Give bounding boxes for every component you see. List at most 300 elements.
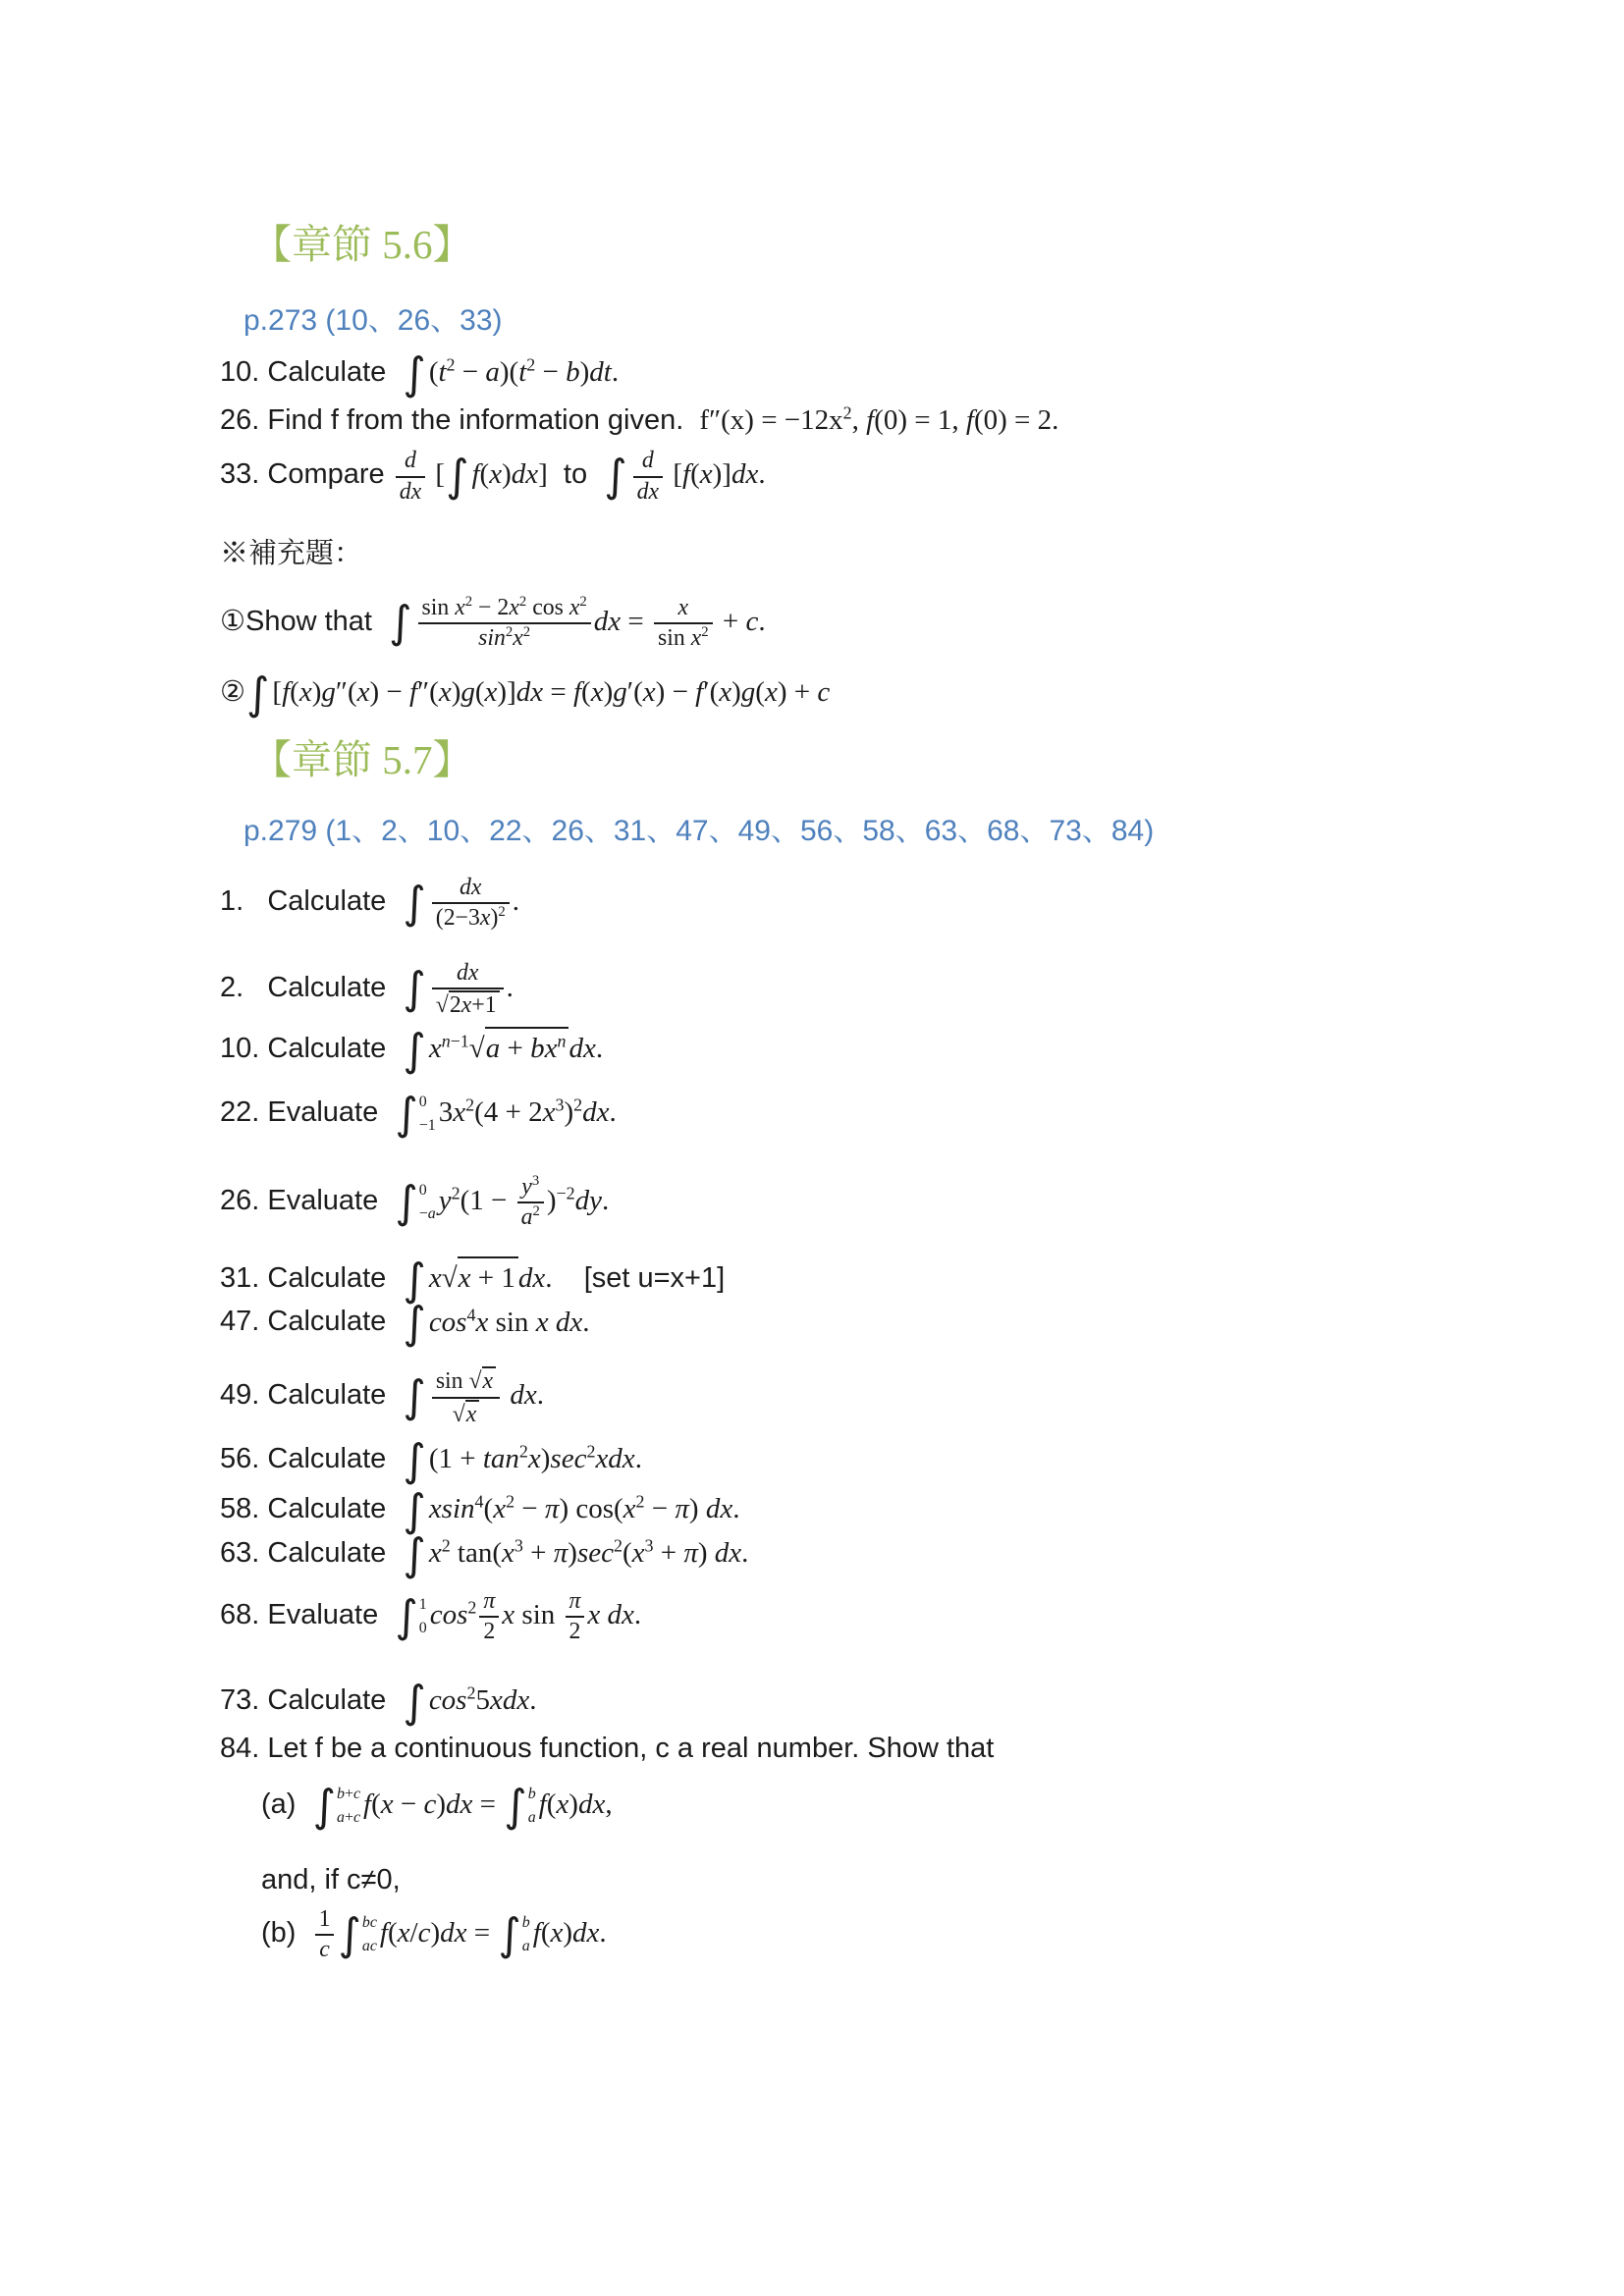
math-variable: c (417, 1916, 431, 1949)
problem-26b: 26. Evaluate ∫ 0 −a $y^2(1$ − $\frac{y^3}{a^2}$ )$^{-2}$dy. (220, 1173, 610, 1231)
math-expression: ∫ $\frac{dx}{(2-3x)^2}$ . (403, 874, 519, 932)
upper-limit (362, 1915, 377, 1931)
integral-limits (418, 1093, 436, 1137)
math-variable: dx (446, 1789, 473, 1821)
math-expression: ∫ $(1 + \tan^2x)\sec^2xdx$. (403, 1434, 642, 1487)
math-variable: x (453, 1096, 466, 1129)
math-expression: ∫ $(t^2 - a)(t^2 - b)dt$. (403, 347, 620, 400)
superscript: 2 (466, 1682, 476, 1703)
math-expression: ∫ $xsin^4(x^2 - \pi) \cos(x^2 - \pi)$ dx. (403, 1484, 740, 1537)
math-variable: n (441, 1031, 451, 1051)
integral-symbol: ∫ (446, 450, 469, 503)
math-variable: xsin (428, 1493, 475, 1525)
math-variable: cos (428, 1683, 467, 1716)
integral-symbol: ∫ (403, 962, 426, 1015)
square-root (436, 990, 500, 1019)
superscript: 2 (518, 1441, 528, 1462)
math-expression: ∫ $\frac{\sin x^2 - 2x^2 \cos x^2}{\sin^2x^2}$ dx = $\frac{x}{\sin x^2}$ + c. (389, 593, 766, 651)
math-variable: x (460, 991, 472, 1018)
integral-symbol: ∫ (395, 1088, 418, 1141)
superscript: 2 (522, 623, 531, 640)
math-variable: x (719, 676, 732, 709)
math-variable: f (471, 458, 480, 491)
math-variable: g (321, 676, 336, 709)
denominator (418, 624, 591, 652)
math-variable: x (590, 676, 604, 709)
integral-symbol: ∫ (403, 1484, 426, 1537)
math-variable: x (623, 1493, 636, 1525)
superscript: 2 (518, 593, 527, 610)
integral (403, 1253, 426, 1306)
lower-limit: a+c (336, 1809, 361, 1827)
math-variable: x (509, 594, 519, 620)
math-variable: y (521, 1173, 532, 1200)
numerator (479, 1588, 499, 1618)
numerator: 1 (315, 1906, 335, 1936)
math-expression: $\frac{1}{c}$ ∫ bc ac f(x/c)dx = ∫ b a f(x)dx. (312, 1917, 607, 1949)
math-expression: $f''(x) = -12x^2$, f(0) = 1, f(0) = 2. (699, 401, 1059, 436)
math-expression: ∫ $x^{n-1}$ √ $a + bx^n$ dx. (403, 1024, 604, 1077)
math-variable: f (282, 676, 291, 709)
page-ref-279: p.279 (1、2、10、22、26、31、47、49、56、58、63、68、73、84) (244, 815, 1155, 848)
math-variable: dx (636, 478, 660, 505)
numerator: sin √ x (432, 1366, 500, 1398)
integral-symbol: ∫ (395, 1175, 418, 1228)
numerator (517, 1174, 544, 1203)
math-variable: b (530, 1033, 545, 1065)
math-expression: ∫ x √ x + 1 dx. (403, 1253, 553, 1306)
math-variable: π (683, 1537, 698, 1570)
radical-symbol: √ (452, 1401, 465, 1427)
integral-symbol: ∫ (246, 667, 270, 721)
math-variable: x (380, 1789, 394, 1821)
math-variable: cos (429, 1598, 468, 1630)
math-variable: x (587, 1598, 601, 1630)
math-variable: x (690, 624, 702, 651)
numerator (633, 448, 663, 477)
problem-63: 63. Calculate ∫ $x^2$ $\tan(x^3 + \pi)\sec^2(x^3 + \pi)$ dx. (220, 1528, 749, 1581)
math-variable: a (336, 1809, 345, 1827)
upper-limit: 0 (418, 1094, 427, 1111)
math-variable: cos (428, 1306, 467, 1338)
math-variable: a (520, 1204, 533, 1231)
superscript: 2 (842, 401, 852, 422)
math-variable: x (556, 1789, 569, 1821)
radical-symbol: √ (468, 1368, 482, 1395)
math-variable: dx (577, 1789, 606, 1821)
superscript: 2 (441, 1535, 451, 1556)
math-variable: x (428, 1537, 442, 1570)
math-variable: b (521, 1913, 530, 1931)
problem-10: 10. Calculate ∫ $(t^2 - a)(t^2 - b)dt$. (220, 347, 620, 400)
superscript: 2 (464, 593, 473, 610)
problem-58: 58. Calculate ∫ $xsin^4(x^2 - \pi) \cos(x^2 - \pi)$ dx. (220, 1484, 740, 1537)
superscript: 4 (466, 1304, 476, 1324)
upper-limit: 1 (418, 1595, 427, 1613)
math-variable: dx (731, 458, 759, 491)
denominator: 2 (483, 1619, 496, 1645)
fraction (477, 1588, 501, 1646)
lower-limit: 0 (418, 1619, 427, 1636)
superscript: 3 (555, 1095, 565, 1115)
math-variable: x (475, 1306, 489, 1338)
math-expression: ∫ b+c a+c f(x − c)dx = ∫ b a f(x)dx, (312, 1780, 613, 1833)
math-expression: ∫ $\cos^4x$ sin x dx. (403, 1297, 590, 1350)
supplement-header: ※補充題： (220, 537, 363, 569)
fraction (430, 960, 506, 1020)
integral-symbol: ∫ (403, 1024, 426, 1077)
math-variable: dx (517, 1261, 546, 1294)
math-variable: dx (440, 1916, 467, 1949)
superscript: 2 (506, 1491, 515, 1512)
math-variable: a (427, 1204, 436, 1222)
radicand: 2x+1 (449, 990, 500, 1019)
integral (446, 450, 469, 503)
integral-limits (527, 1785, 536, 1829)
math-variable: x (535, 1306, 549, 1338)
math-variable: bc (361, 1913, 377, 1931)
math-variable: sec (576, 1537, 614, 1570)
math-variable: d (641, 448, 654, 474)
math-variable: sec (550, 1443, 587, 1475)
math-variable: dx (515, 676, 544, 709)
math-variable: x (479, 905, 491, 932)
math-variable: f (532, 1916, 541, 1949)
math-variable: π (483, 1587, 496, 1614)
problem-22: 22. Evaluate ∫ 0 −1 $3x^2(4 + 2x^3)^2dx$. (220, 1088, 617, 1141)
problem-10b: 10. Calculate ∫ $x^{n-1}$ √ $a + bx^n$ dx. (220, 1024, 604, 1077)
supplement-1: ①Show that ∫ $\frac{\sin x^2 - 2x^2 \cos x^2}{\sin^2x^2}$ dx = $\frac{x}{\sin x^2}$ + c. (220, 593, 766, 651)
page-ref-273: p.273 (10、26、33) (244, 304, 503, 338)
math-variable: x (465, 1401, 477, 1427)
math-variable: x (699, 458, 713, 491)
superscript: n−1 (441, 1031, 469, 1051)
superscript: 2 (613, 1535, 623, 1556)
math-variable: a (485, 355, 500, 388)
math-variable: π (568, 1587, 581, 1614)
superscript: 2 (451, 1183, 460, 1203)
integral (395, 1088, 436, 1141)
numerator (432, 875, 510, 904)
superscript: 2 (635, 1491, 645, 1512)
math-variable: π (675, 1493, 689, 1525)
numerator (396, 448, 425, 477)
math-variable: π (553, 1537, 568, 1570)
math-variable: dy (574, 1184, 603, 1216)
lower-limit (528, 1810, 536, 1826)
numerator (432, 960, 504, 989)
problem-47: 47. Calculate ∫ $\cos^4x$ sin x dx. (220, 1297, 590, 1350)
integral-symbol: ∫ (403, 1297, 426, 1350)
math-variable: x (677, 594, 689, 620)
numerator (566, 1588, 585, 1618)
math-variable: x (458, 1261, 471, 1294)
math-variable: x (764, 676, 778, 709)
superscript: 2 (526, 354, 536, 375)
math-expression: ∫ dx √ 2x+1 . (403, 959, 514, 1018)
superscript: 2 (505, 623, 514, 640)
integral (403, 1484, 426, 1537)
math-variable: x (502, 1598, 515, 1630)
integral-limits (418, 1181, 436, 1225)
math-variable: sin (478, 624, 506, 651)
math-variable: c (817, 676, 831, 709)
upper-limit: 0 (418, 1181, 427, 1199)
math-variable: x (642, 676, 656, 709)
math-variable: dx (607, 1598, 634, 1630)
numerator: $\sin x^2 - 2x^2$ $\cos x^2$ (418, 595, 591, 624)
document-content (220, 221, 1496, 1963)
superscript: 3 (514, 1535, 523, 1556)
math-variable: dx (572, 1916, 600, 1949)
math-variable: x (428, 1261, 442, 1294)
denominator: 2 (568, 1619, 581, 1645)
math-expression: ∫ sin √ x √ x dx. (403, 1368, 544, 1427)
denominator (432, 989, 504, 1019)
integral (389, 596, 412, 649)
fraction (631, 448, 665, 506)
superscript: 2 (579, 593, 587, 610)
math-variable: x (298, 676, 312, 709)
math-variable: f (965, 403, 974, 436)
math-variable: dx (511, 458, 539, 491)
problem-84: 84. Let f be a continuous function, c a real number. Show that (220, 1732, 995, 1764)
superscript: 2 (465, 1095, 475, 1115)
math-variable: f (379, 1916, 388, 1949)
math-variable: x (542, 1096, 556, 1129)
math-variable: tan (482, 1443, 519, 1475)
integral-symbol: ∫ (395, 1589, 418, 1642)
math-variable: x (455, 594, 465, 620)
integral (403, 347, 426, 400)
math-variable: dx (582, 1096, 610, 1129)
integral-symbol: ∫ (312, 1780, 336, 1833)
denominator (633, 478, 663, 506)
math-variable: x (550, 1916, 564, 1949)
math-variable: xdx (489, 1683, 530, 1716)
denominator (432, 1399, 500, 1428)
math-variable: dt (589, 355, 612, 388)
math-variable: c (352, 1809, 361, 1827)
integral-symbol: ∫ (403, 876, 426, 929)
math-variable: t (518, 355, 527, 388)
math-variable: c (319, 1937, 330, 1963)
math-variable: y (438, 1184, 452, 1216)
math-variable: x (544, 1033, 558, 1065)
integral-symbol: ∫ (403, 1528, 426, 1581)
integral-symbol: ∫ (403, 1253, 426, 1306)
integral (338, 1907, 377, 1960)
problem-84b: (b) $\frac{1}{c}$ ∫ bc ac f(x/c)dx = ∫ b a f(x)dx. (261, 1905, 607, 1963)
fraction (652, 595, 715, 653)
math-variable: g (740, 676, 756, 709)
radicand (482, 1366, 497, 1395)
math-expression: ∫ $x^2$ $\tan(x^3 + \pi)\sec^2(x^3 + \pi)$ dx. (403, 1528, 749, 1581)
upper-limit (528, 1787, 536, 1802)
integral (403, 1370, 426, 1423)
math-variable: π (544, 1493, 560, 1525)
problem-1: 1. Calculate ∫ $\frac{dx}{(2-3x)^2}$ . (220, 874, 519, 932)
math-variable: a (521, 1937, 530, 1954)
integral (395, 1175, 436, 1228)
square-root (469, 1366, 497, 1395)
math-variable: f (409, 676, 418, 709)
math-variable: b (527, 1786, 536, 1803)
math-variable: xdx (595, 1443, 635, 1475)
math-variable: x (513, 624, 523, 651)
math-variable: x (631, 1537, 645, 1570)
integral-symbol: ∫ (403, 1675, 426, 1728)
math-variable: x (568, 594, 580, 620)
square-root (442, 1256, 518, 1299)
denominator (315, 1936, 335, 1963)
math-variable: f (866, 403, 875, 436)
fraction (416, 595, 593, 653)
section-heading-5-7: 【章節 5.7】 (251, 737, 473, 783)
upper-limit: b+c (336, 1786, 361, 1803)
problem-26: 26. Find f from the information given. $f''(x) = -12x^2$, f(0) = 1, f(0) = 2. (220, 401, 1059, 436)
superscript: −2 (556, 1183, 575, 1203)
math-expression: ∫ 0 −a $y^2(1$ − $\frac{y^3}{a^2}$ )$^{-2}$dy. (395, 1173, 610, 1231)
integral (403, 1297, 426, 1350)
integral (498, 1907, 530, 1960)
superscript: 2 (446, 354, 456, 375)
math-variable: a (527, 1809, 536, 1827)
square-root (469, 1027, 569, 1069)
problem-56: 56. Calculate ∫ $(1 + \tan^2x)\sec^2xdx$. (220, 1434, 642, 1487)
math-variable: dx (456, 959, 479, 986)
math-variable: x (484, 676, 498, 709)
square-root (453, 1400, 480, 1428)
integral (246, 667, 270, 721)
denominator (396, 478, 425, 506)
math-variable: x (356, 676, 370, 709)
integral-symbol: ∫ (403, 1370, 426, 1423)
fraction (564, 1588, 587, 1646)
superscript: 2 (467, 1597, 477, 1618)
math-variable: dx (714, 1537, 742, 1570)
math-variable: x (397, 1916, 410, 1949)
math-variable: dx (399, 478, 422, 505)
integral-symbol: ∫ (389, 596, 412, 649)
integral (403, 1024, 426, 1077)
fraction (313, 1906, 337, 1964)
math-variable: ac (361, 1937, 377, 1954)
math-variable: c (423, 1789, 437, 1821)
integral (403, 876, 426, 929)
integral-symbol: ∫ (504, 1780, 527, 1833)
problem-2: 2. Calculate ∫ dx √ 2x+1 . (220, 959, 514, 1018)
integral (403, 962, 426, 1015)
math-variable: f (572, 676, 582, 709)
problem-84-condition: and, if c≠0, (261, 1864, 401, 1896)
integral (403, 1434, 426, 1487)
integral-limits (418, 1595, 427, 1639)
fraction (515, 1174, 546, 1232)
problem-33: 33. Compare $\frac{d}{dx}$ [ ∫ f(x)dx] to ∫ $\frac{d}{dx}$ [f(x)]dx. (220, 448, 766, 505)
denominator: $(2-3x)^2$ (435, 904, 506, 932)
math-variable: dx (593, 605, 622, 637)
math-variable: f (695, 676, 704, 709)
math-variable: c (352, 1786, 361, 1803)
radical-symbol: √ (468, 1033, 485, 1065)
math-variable: dx (510, 1379, 537, 1412)
math-variable: x (493, 1493, 507, 1525)
math-expression: $\frac{d}{dx}$ [ ∫ f(x)dx] (393, 458, 548, 490)
problem-68: 68. Evaluate ∫ 1 0 $\cos^2$ $\frac{\pi}{2}$ x sin $\frac{\pi}{2}$ x dx. (220, 1587, 642, 1645)
integral (403, 1528, 426, 1581)
math-variable: dx (705, 1493, 733, 1525)
math-variable: dx (460, 874, 482, 900)
math-variable: d (404, 448, 416, 474)
integral-limits (361, 1913, 377, 1957)
fraction (430, 875, 512, 933)
problem-49: 49. Calculate ∫ sin √ x √ x dx. (220, 1368, 544, 1427)
math-expression: ∫ [f(x)g″(x) − f″(x)g(x)]dx = f(x)g′(x) − f′(x)g(x) + c (246, 667, 831, 721)
problem-31: 31. Calculate ∫ x √ x + 1 dx. [set u=x+1] (220, 1253, 726, 1306)
math-variable: f (538, 1789, 547, 1821)
supplement-2: ② ∫ [f(x)g″(x) − f″(x)g(x)]dx = f(x)g′(x) − f′(x)g(x) + c (220, 667, 831, 721)
math-variable: f (363, 1789, 372, 1821)
radical-symbol: √ (435, 991, 449, 1018)
radicand: $a + bx^n$ (485, 1027, 569, 1069)
superscript: 4 (474, 1491, 484, 1512)
math-variable: x (502, 1537, 514, 1570)
math-variable: t (438, 355, 447, 388)
integral-limits (521, 1913, 530, 1957)
integral-limits (336, 1785, 360, 1829)
fraction (430, 1366, 502, 1428)
math-variable: b (336, 1786, 345, 1803)
math-expression: ∫ 1 0 $\cos^2$ $\frac{\pi}{2}$ x sin $\frac{\pi}{2}$ x dx. (395, 1587, 642, 1645)
superscript: 2 (701, 623, 709, 640)
lower-limit (362, 1939, 377, 1954)
radicand (465, 1400, 480, 1428)
math-variable: n (557, 1031, 567, 1051)
integral (312, 1780, 361, 1833)
superscript: 2 (498, 904, 506, 921)
numerator (654, 595, 713, 624)
section-heading-5-6: 【章節 5.6】 (251, 222, 473, 267)
superscript: 2 (573, 1095, 583, 1115)
radical-symbol: √ (441, 1261, 458, 1294)
math-variable: x (438, 676, 452, 709)
radicand: x + 1 (458, 1256, 518, 1299)
math-expression: ∫ $\frac{d}{dx}$ [f(x)]dx. (604, 448, 766, 505)
math-variable: dx (568, 1033, 596, 1065)
superscript: 3 (644, 1535, 654, 1556)
superscript: 2 (532, 1203, 540, 1220)
math-expression: ∫ 0 −1 $3x^2(4 + 2x^3)^2dx$. (395, 1088, 617, 1141)
math-variable: c (745, 605, 759, 637)
upper-limit (522, 1915, 530, 1931)
integral (504, 1780, 536, 1833)
integral (403, 1675, 426, 1728)
integral-symbol: ∫ (403, 347, 426, 400)
denominator: $\sin x^2$ (658, 623, 709, 651)
math-variable: g (460, 676, 475, 709)
fraction (394, 448, 427, 506)
superscript: 3 (531, 1173, 540, 1190)
math-variable: x (527, 1443, 541, 1475)
problem-84a: (a) ∫ b+c a+c f(x − c)dx = ∫ b a f(x)dx, (261, 1780, 613, 1833)
lower-limit (522, 1939, 530, 1954)
lower-limit: −a (418, 1204, 436, 1222)
denominator (517, 1203, 544, 1231)
math-variable: b (566, 355, 580, 388)
math-expression: ∫ $\cos^25xdx$. (403, 1675, 537, 1728)
integral-symbol: ∫ (498, 1907, 521, 1960)
